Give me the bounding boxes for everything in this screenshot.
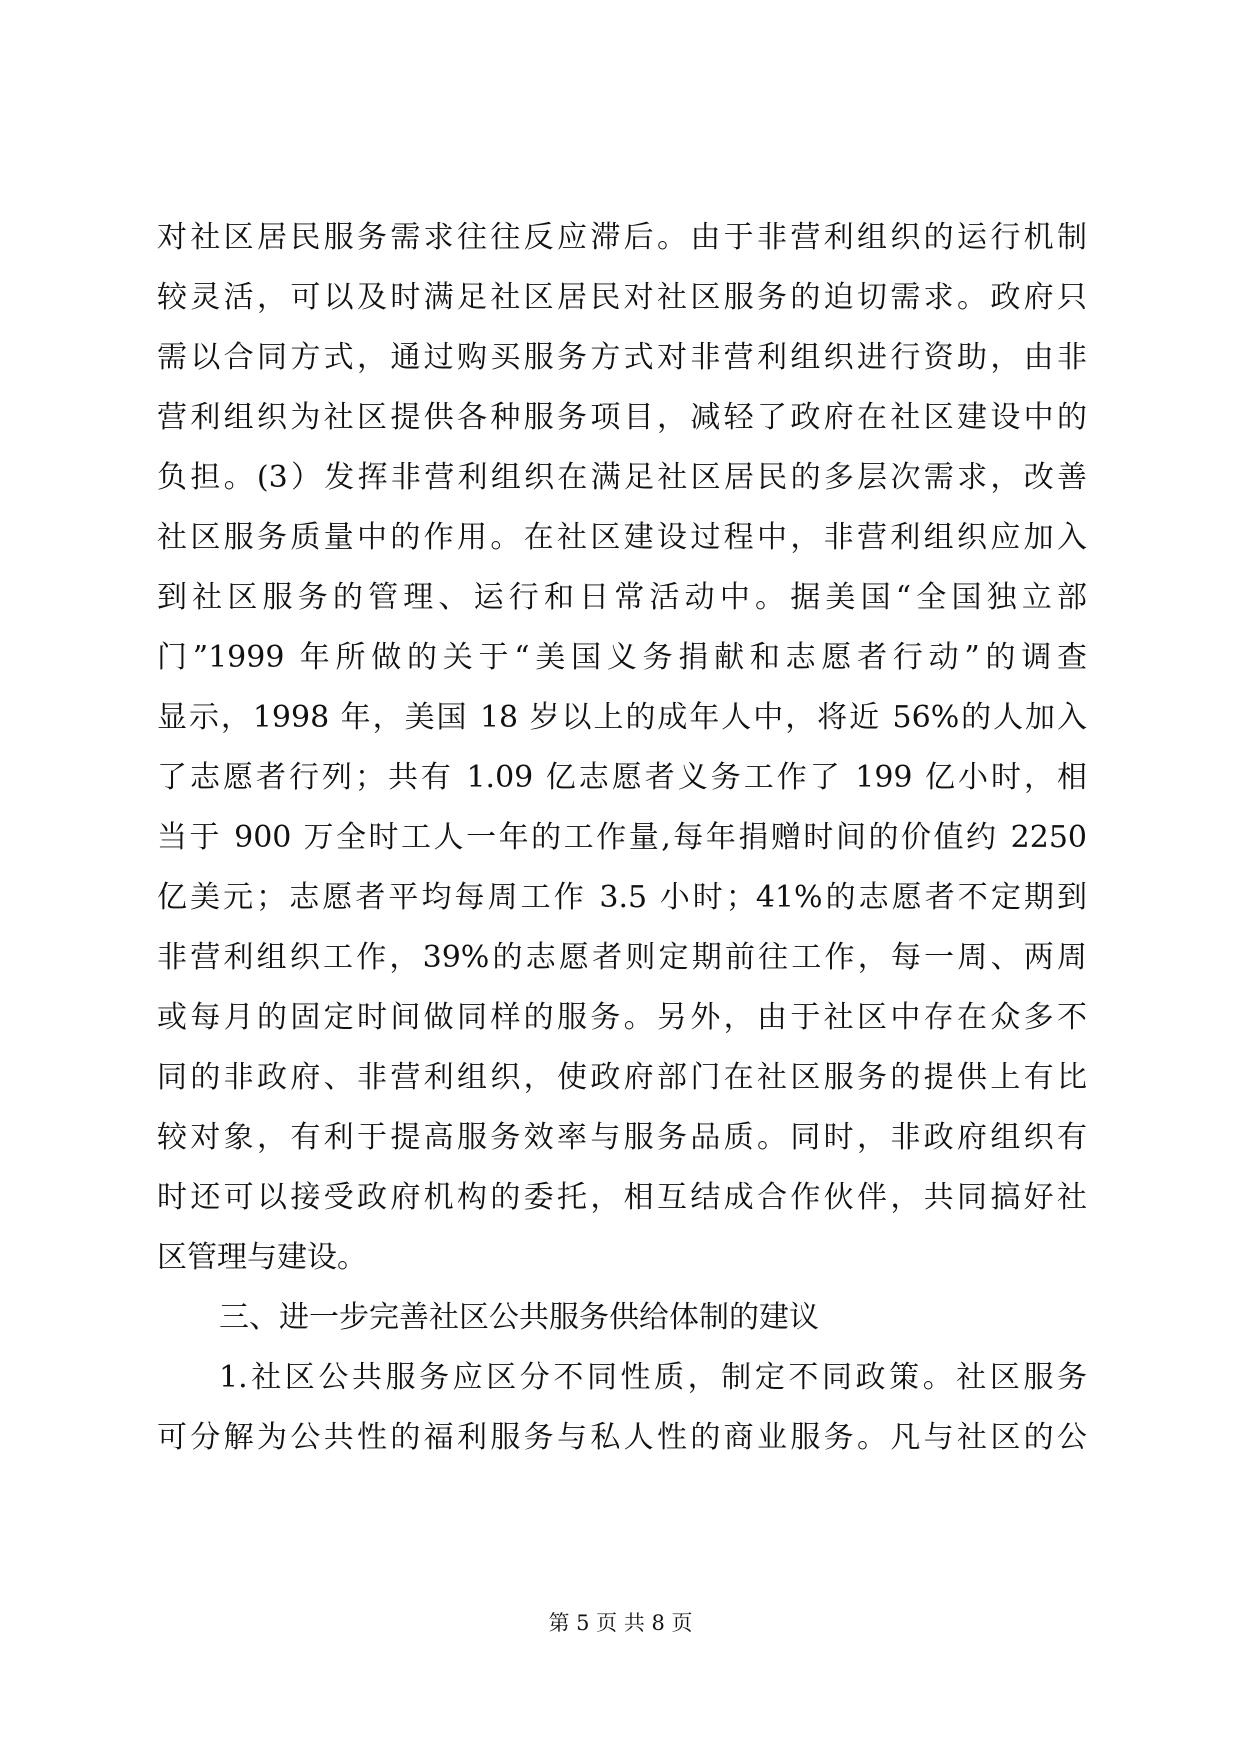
text-line: 当于 900 万全时工人一年的工作量,每年捐赠时间的价值约 2250 [157,820,1087,855]
text-line: 非营利组织工作，39%的志愿者则定期前往工作，每一周、两周 [157,940,1087,975]
paragraph [157,208,1087,1288]
text-line: 时还可以接受政府机构的委托，相互结成合作伙伴，共同搞好社 [157,1180,1087,1215]
section-heading: 三、进一步完善社区公共服务供给体制的建议 [219,1300,819,1335]
text-line: 到社区服务的管理、运行和日常活动中。据美国“全国独立部 [157,580,1087,615]
document-body [157,208,1087,1468]
text-line: 需以合同方式，通过购买服务方式对非营利组织进行资助，由非 [157,340,1087,375]
text-line: 较灵活，可以及时满足社区居民对社区服务的迫切需求。政府只 [157,280,1087,315]
text-line: 较对象，有利于提高服务效率与服务品质。同时，非政府组织有 [157,1120,1087,1155]
text-line: 或每月的固定时间做同样的服务。另外，由于社区中存在众多不 [157,1000,1087,1035]
text-line: 对社区居民服务需求往往反应滞后。由于非营利组织的运行机制 [157,220,1087,255]
text-line: 营利组织为社区提供各种服务项目，减轻了政府在社区建设中的 [157,400,1087,435]
text-line: 门”1999 年所做的关于“美国义务捐献和志愿者行动”的调查 [157,640,1087,675]
text-line: 了志愿者行列；共有 1.09 亿志愿者义务工作了 199 亿小时，相 [157,760,1087,795]
text-line: 亿美元；志愿者平均每周工作 3.5 小时；41%的志愿者不定期到 [157,880,1087,915]
text-line: 可分解为公共性的福利服务与私人性的商业服务。凡与社区的公 [157,1420,1087,1455]
page-footer: 第 5 页 共 8 页 [548,1611,693,1635]
text-line: 显示，1998 年，美国 18 岁以上的成年人中，将近 56%的人加入 [157,700,1087,735]
text-line: 1.社区公共服务应区分不同性质，制定不同政策。社区服务 [219,1360,1087,1395]
paragraph [157,1348,1087,1468]
text-line: 同的非政府、非营利组织，使政府部门在社区服务的提供上有比 [157,1060,1087,1095]
text-line: 区管理与建设。 [157,1240,367,1275]
text-line: 负担。(3）发挥非营利组织在满足社区居民的多层次需求，改善 [157,460,1087,495]
text-line: 社区服务质量中的作用。在社区建设过程中，非营利组织应加入 [157,520,1087,555]
